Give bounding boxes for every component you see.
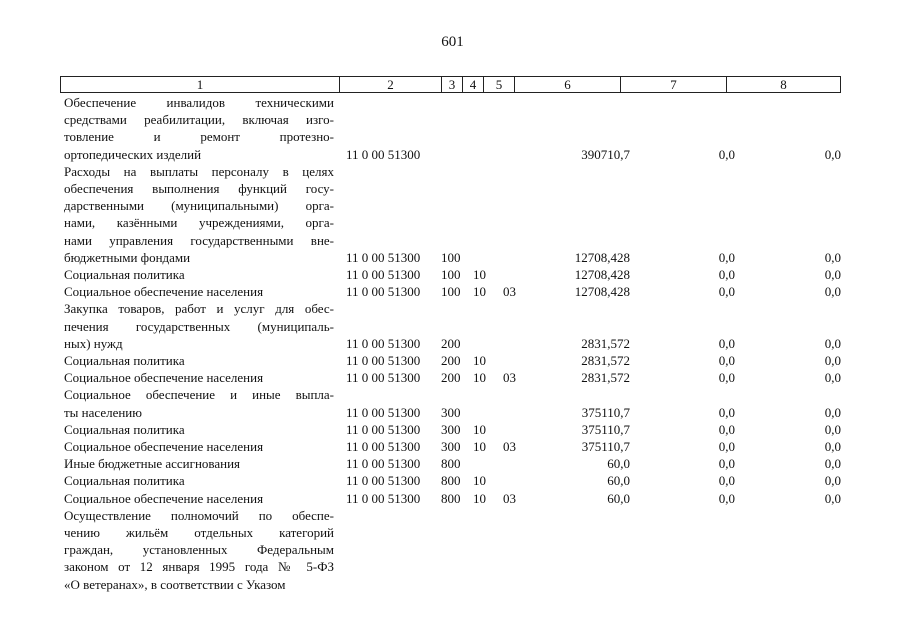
amount-col-8: 0,0	[824, 421, 841, 437]
amount-col-8: 0,0	[824, 267, 841, 283]
description-line: нами, казёнными учреждениями, орга-	[64, 215, 334, 231]
description-line: Социальное обеспечение населения	[64, 284, 264, 300]
description-line: Социальная политика	[64, 421, 185, 437]
row-description	[64, 386, 334, 420]
expense-type-code: 300	[441, 439, 461, 455]
description-line: нами управления государственными вне-	[64, 232, 334, 248]
description-line: дарственными (муниципальными) орга-	[64, 198, 334, 214]
amount-col-7: 0,0	[718, 404, 735, 420]
amount-col-8: 0,0	[824, 146, 841, 162]
description-line: ты населению	[64, 404, 142, 420]
amount-col-8: 0,0	[824, 370, 841, 386]
amount-col-7: 0,0	[718, 249, 735, 265]
column-header-row	[61, 77, 841, 93]
table-row	[0, 472, 905, 489]
description-line: Социальное обеспечение и иные выпла-	[64, 387, 334, 403]
target-article-code: 11 0 00 51300	[346, 267, 421, 283]
amount-col-8: 0,0	[824, 473, 841, 489]
column-header-4: 4	[463, 77, 484, 93]
expense-type-code: 200	[441, 353, 461, 369]
target-article-code: 11 0 00 51300	[346, 404, 421, 420]
description-line: Социальная политика	[64, 473, 185, 489]
column-header-3: 3	[442, 77, 463, 93]
description-line: «О ветеранах», в соответствии с Указом	[64, 576, 286, 592]
table-row	[0, 369, 905, 386]
expense-type-code: 200	[441, 370, 461, 386]
target-article-code: 11 0 00 51300	[346, 335, 421, 351]
expense-type-code: 100	[441, 284, 461, 300]
target-article-code: 11 0 00 51300	[346, 370, 421, 386]
description-line: обеспечения выполнения функций госу-	[64, 181, 334, 197]
table-row	[0, 421, 905, 438]
table-row	[0, 283, 905, 300]
description-line: средствами реабилитации, включая изго-	[64, 112, 334, 128]
amount-col-8: 0,0	[824, 353, 841, 369]
target-article-code: 11 0 00 51300	[346, 456, 421, 472]
subsection-code: 03	[503, 439, 516, 455]
amount-col-6: 60,0	[607, 456, 630, 472]
expense-type-code: 800	[441, 473, 461, 489]
table-row	[0, 94, 905, 163]
table-row	[0, 490, 905, 507]
amount-col-6: 2831,572	[581, 370, 630, 386]
amount-col-7: 0,0	[718, 456, 735, 472]
subsection-code: 03	[503, 370, 516, 386]
row-description	[64, 266, 334, 283]
row-description	[64, 438, 334, 455]
expense-type-code: 100	[441, 249, 461, 265]
table-row	[0, 438, 905, 455]
table-row	[0, 386, 905, 420]
row-description	[64, 369, 334, 386]
section-code: 10	[473, 439, 486, 455]
section-code: 10	[473, 370, 486, 386]
amount-col-6: 12708,428	[574, 284, 630, 300]
amount-col-6: 2831,572	[581, 335, 630, 351]
section-code: 10	[473, 267, 486, 283]
target-article-code: 11 0 00 51300	[346, 146, 421, 162]
amount-col-6: 375110,7	[581, 439, 630, 455]
description-line: Социальное обеспечение населения	[64, 490, 264, 506]
row-description	[64, 300, 334, 352]
amount-col-6: 60,0	[607, 473, 630, 489]
amount-col-8: 0,0	[824, 456, 841, 472]
amount-col-7: 0,0	[718, 284, 735, 300]
amount-col-7: 0,0	[718, 146, 735, 162]
description-line: Обеспечение инвалидов техническими	[64, 95, 334, 110]
amount-col-8: 0,0	[824, 490, 841, 506]
table-row	[0, 455, 905, 472]
description-line: Осуществление полномочий по обеспе-	[64, 507, 334, 523]
section-code: 10	[473, 473, 486, 489]
amount-col-8: 0,0	[824, 439, 841, 455]
column-header-table	[60, 76, 841, 93]
section-code: 10	[473, 421, 486, 437]
expense-type-code: 200	[441, 335, 461, 351]
row-description	[64, 472, 334, 489]
table-row	[0, 163, 905, 266]
amount-col-6: 12708,428	[574, 267, 630, 283]
target-article-code: 11 0 00 51300	[346, 353, 421, 369]
description-line: граждан, установленных Федеральным	[64, 542, 334, 558]
row-description	[64, 94, 334, 163]
section-code: 10	[473, 284, 486, 300]
description-line: Иные бюджетные ассигнования	[64, 456, 241, 472]
description-line: ных) нужд	[64, 335, 123, 351]
amount-col-6: 60,0	[607, 490, 630, 506]
section-code: 10	[473, 353, 486, 369]
target-article-code: 11 0 00 51300	[346, 249, 421, 265]
target-article-code: 11 0 00 51300	[346, 421, 421, 437]
section-code: 10	[473, 490, 486, 506]
description-line: Расходы на выплаты персоналу в целях	[64, 163, 334, 179]
amount-col-8: 0,0	[824, 249, 841, 265]
subsection-code: 03	[503, 284, 516, 300]
expense-type-code: 800	[441, 456, 461, 472]
description-line: законом от 12 января 1995 года № 5-ФЗ	[64, 559, 334, 575]
page-number: 601	[441, 34, 464, 50]
amount-col-6: 390710,7	[581, 146, 630, 162]
row-description	[64, 507, 334, 593]
description-line: печения государственных (муниципаль-	[64, 318, 334, 334]
column-header-1: 1	[61, 77, 340, 93]
amount-col-7: 0,0	[718, 473, 735, 489]
description-line: бюджетными фондами	[64, 249, 191, 265]
expense-type-code: 800	[441, 490, 461, 506]
row-description	[64, 421, 334, 438]
amount-col-8: 0,0	[824, 284, 841, 300]
row-description	[64, 283, 334, 300]
amount-col-7: 0,0	[718, 490, 735, 506]
table-row	[0, 266, 905, 283]
amount-col-7: 0,0	[718, 439, 735, 455]
description-line: Социальное обеспечение населения	[64, 439, 264, 455]
budget-table-body	[0, 94, 905, 593]
column-header-8: 8	[727, 77, 841, 93]
column-header-6: 6	[515, 77, 621, 93]
expense-type-code: 300	[441, 421, 461, 437]
description-line: чению жильём отдельных категорий	[64, 525, 334, 541]
description-line: Социальная политика	[64, 267, 185, 283]
amount-col-7: 0,0	[718, 421, 735, 437]
target-article-code: 11 0 00 51300	[346, 284, 421, 300]
amount-col-7: 0,0	[718, 267, 735, 283]
amount-col-7: 0,0	[718, 353, 735, 369]
expense-type-code: 300	[441, 404, 461, 420]
column-header-7: 7	[621, 77, 727, 93]
amount-col-7: 0,0	[718, 370, 735, 386]
description-line: Социальное обеспечение населения	[64, 370, 264, 386]
row-description	[64, 455, 334, 472]
amount-col-6: 12708,428	[574, 249, 630, 265]
description-line: ортопедических изделий	[64, 146, 202, 162]
description-line: товление и ремонт протезно-	[64, 129, 334, 145]
row-description	[64, 163, 334, 266]
table-row	[0, 507, 905, 593]
amount-col-8: 0,0	[824, 335, 841, 351]
row-description	[64, 490, 334, 507]
table-row	[0, 300, 905, 352]
column-header-5: 5	[484, 77, 515, 93]
target-article-code: 11 0 00 51300	[346, 473, 421, 489]
amount-col-7: 0,0	[718, 335, 735, 351]
amount-col-6: 2831,572	[581, 353, 630, 369]
expense-type-code: 100	[441, 267, 461, 283]
row-description	[64, 352, 334, 369]
description-line: Социальная политика	[64, 353, 185, 369]
subsection-code: 03	[503, 490, 516, 506]
amount-col-6: 375110,7	[581, 404, 630, 420]
amount-col-8: 0,0	[824, 404, 841, 420]
description-line: Закупка товаров, работ и услуг для обес-	[64, 301, 334, 317]
target-article-code: 11 0 00 51300	[346, 439, 421, 455]
column-header-2: 2	[340, 77, 442, 93]
target-article-code: 11 0 00 51300	[346, 490, 421, 506]
table-row	[0, 352, 905, 369]
amount-col-6: 375110,7	[581, 421, 630, 437]
